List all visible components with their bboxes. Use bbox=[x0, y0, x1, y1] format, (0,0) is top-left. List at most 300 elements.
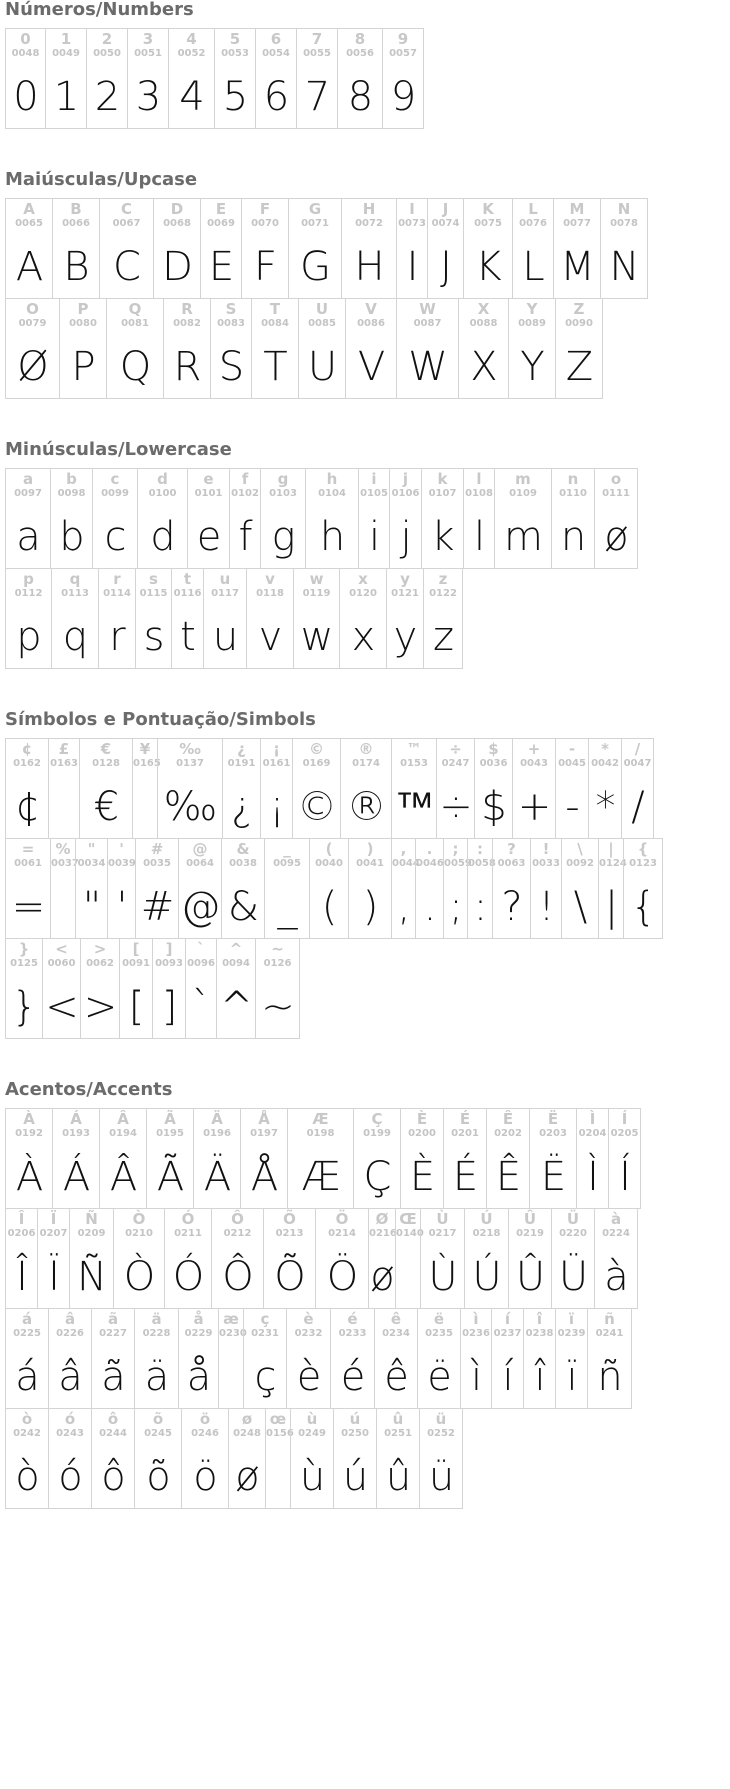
character-label: ï bbox=[568, 1310, 575, 1328]
character-label: ê bbox=[390, 1310, 402, 1328]
character-code: 0101 bbox=[194, 488, 223, 499]
character-code: 0234 bbox=[382, 1328, 410, 1339]
glyph-cell bbox=[474, 738, 513, 839]
glyph-cell bbox=[5, 1208, 38, 1309]
character-label: Ö bbox=[335, 1210, 349, 1228]
character-code: 0087 bbox=[413, 318, 442, 329]
character-code: 0196 bbox=[203, 1128, 231, 1139]
character-label: K bbox=[482, 200, 494, 218]
character-label: a bbox=[22, 470, 34, 488]
character-code: 0092 bbox=[566, 858, 594, 869]
glyph-sample: Ì bbox=[587, 1154, 598, 1200]
character-label: Ì bbox=[589, 1110, 596, 1128]
character-label: Ï bbox=[50, 1210, 57, 1228]
glyph-sample: { bbox=[630, 884, 656, 930]
glyph-sample: x bbox=[351, 614, 375, 660]
glyph-sample: Å bbox=[250, 1154, 278, 1200]
glyph-sample: F bbox=[253, 244, 276, 290]
glyph-cell bbox=[5, 1408, 49, 1509]
character-code: 0068 bbox=[163, 218, 191, 229]
glyph-cell bbox=[221, 838, 265, 939]
glyph-sample: ] bbox=[161, 984, 177, 1030]
character-code: 0128 bbox=[92, 758, 120, 769]
glyph-sample: D bbox=[162, 244, 192, 290]
glyph-cell bbox=[463, 468, 495, 569]
glyph-cell bbox=[341, 198, 397, 299]
character-label: ' bbox=[119, 840, 124, 858]
character-label: í bbox=[504, 1310, 511, 1328]
glyph-sample: ( bbox=[321, 884, 337, 930]
character-code: 0034 bbox=[77, 858, 106, 869]
glyph-sample: À bbox=[15, 1154, 43, 1200]
glyph-sample: ¢ bbox=[14, 784, 40, 830]
glyph-cell bbox=[382, 28, 424, 129]
glyph-cell bbox=[222, 738, 261, 839]
section bbox=[5, 1080, 730, 1508]
character-code: 0037 bbox=[51, 858, 79, 869]
glyph-sample: C bbox=[113, 244, 140, 290]
glyph-sample: © bbox=[297, 784, 336, 830]
glyph-sample: 4 bbox=[179, 74, 204, 120]
character-code: 0239 bbox=[557, 1328, 586, 1339]
character-code: 0074 bbox=[431, 218, 460, 229]
character-label: Ù bbox=[436, 1210, 449, 1228]
character-code: 0041 bbox=[356, 858, 384, 869]
glyph-sample: Ü bbox=[558, 1254, 588, 1300]
character-code: 0237 bbox=[493, 1328, 522, 1339]
glyph-sample: K bbox=[475, 244, 501, 290]
character-label: % bbox=[55, 840, 71, 858]
glyph-cell bbox=[621, 738, 654, 839]
character-code: 0115 bbox=[139, 588, 168, 599]
character-code: 0038 bbox=[229, 858, 257, 869]
glyph-sample: Æ bbox=[301, 1154, 340, 1200]
glyph-cell bbox=[421, 468, 464, 569]
character-label: } bbox=[18, 940, 30, 958]
glyph-sample: õ bbox=[146, 1454, 170, 1500]
character-label: N bbox=[617, 200, 631, 218]
character-code: 0059 bbox=[444, 858, 472, 869]
character-label: 3 bbox=[142, 30, 154, 48]
glyph-sample: ú bbox=[342, 1454, 368, 1500]
character-code: 0198 bbox=[306, 1128, 335, 1139]
glyph-sample: n bbox=[560, 514, 586, 560]
character-code: 0065 bbox=[15, 218, 43, 229]
character-code: 0228 bbox=[142, 1328, 171, 1339]
glyph-cell bbox=[92, 468, 138, 569]
glyph-cell bbox=[576, 1108, 609, 1209]
glyph-cell bbox=[368, 1208, 396, 1309]
glyph-grid bbox=[5, 198, 665, 398]
character-label: ) bbox=[366, 840, 374, 858]
character-code: 0193 bbox=[62, 1128, 90, 1139]
character-code: 0107 bbox=[428, 488, 457, 499]
character-code: 0205 bbox=[610, 1128, 639, 1139]
character-label: ÷ bbox=[449, 740, 462, 758]
character-code: 0069 bbox=[207, 218, 235, 229]
glyph-cell bbox=[530, 838, 562, 939]
glyph-sample: 0 bbox=[13, 74, 38, 120]
character-code: 0210 bbox=[125, 1228, 153, 1239]
character-label: ! bbox=[542, 840, 550, 858]
glyph-cell bbox=[251, 298, 299, 399]
glyph-cell bbox=[98, 568, 136, 669]
character-label: Í bbox=[621, 1110, 628, 1128]
character-label: v bbox=[265, 570, 275, 588]
glyph-cell bbox=[494, 468, 552, 569]
glyph-sample: Ó bbox=[172, 1254, 204, 1300]
character-label: @ bbox=[192, 840, 208, 858]
glyph-cell bbox=[260, 738, 293, 839]
character-code: 0118 bbox=[256, 588, 284, 599]
glyph-cell bbox=[467, 838, 496, 939]
character-code: 0113 bbox=[61, 588, 89, 599]
glyph-sample: l bbox=[473, 514, 485, 560]
character-label: ? bbox=[507, 840, 516, 858]
character-label: ã bbox=[107, 1310, 119, 1328]
glyph-sample: Y bbox=[520, 344, 544, 390]
character-code: 0083 bbox=[217, 318, 245, 329]
glyph-cell bbox=[587, 1308, 632, 1409]
character-code: 0076 bbox=[519, 218, 547, 229]
glyph-sample: ? bbox=[501, 884, 522, 930]
character-code: 0096 bbox=[187, 958, 215, 969]
glyph-cell bbox=[419, 1408, 463, 1509]
glyph-cell bbox=[415, 838, 444, 939]
character-code: 0235 bbox=[425, 1328, 453, 1339]
glyph-sample: ç bbox=[254, 1354, 276, 1400]
character-code: 0082 bbox=[173, 318, 201, 329]
character-code: 0199 bbox=[363, 1128, 391, 1139]
character-code: 0108 bbox=[465, 488, 493, 499]
glyph-sample: ö bbox=[193, 1454, 217, 1500]
glyph-sample: ã bbox=[101, 1354, 125, 1400]
glyph-sample: ï bbox=[566, 1354, 577, 1400]
character-label: O bbox=[26, 300, 39, 318]
glyph-cell bbox=[529, 1108, 577, 1209]
character-code: 0109 bbox=[509, 488, 537, 499]
glyph-sample: W bbox=[408, 344, 447, 390]
character-label: T bbox=[269, 300, 281, 318]
glyph-cell bbox=[50, 838, 79, 939]
character-label: r bbox=[113, 570, 121, 588]
glyph-sample: Q bbox=[119, 344, 151, 390]
glyph-cell bbox=[52, 1108, 100, 1209]
character-label: ; bbox=[452, 840, 459, 858]
glyph-cell bbox=[340, 738, 392, 839]
character-code: 0103 bbox=[269, 488, 297, 499]
glyph-cell bbox=[146, 1108, 194, 1209]
character-code: 0040 bbox=[315, 858, 343, 869]
glyph-sample: u bbox=[212, 614, 238, 660]
glyph-cell bbox=[193, 1108, 241, 1209]
character-label: + bbox=[527, 740, 541, 758]
glyph-sample: ` bbox=[191, 984, 211, 1030]
character-label: # bbox=[150, 840, 164, 858]
character-code: 0213 bbox=[275, 1228, 304, 1239]
glyph-cell bbox=[210, 298, 252, 399]
glyph-sample: € bbox=[93, 784, 119, 830]
character-label: æ bbox=[223, 1310, 239, 1328]
character-label: M bbox=[569, 200, 585, 218]
character-code: 0165 bbox=[133, 758, 161, 769]
glyph-cell bbox=[153, 198, 201, 299]
character-code: 0039 bbox=[108, 858, 136, 869]
character-label: ë bbox=[433, 1310, 445, 1328]
character-label: è bbox=[303, 1310, 314, 1328]
glyph-sample: . bbox=[423, 884, 436, 930]
character-code: 0088 bbox=[469, 318, 498, 329]
character-label: Æ bbox=[312, 1110, 329, 1128]
character-code: 0125 bbox=[10, 958, 38, 969]
glyph-cell bbox=[228, 1408, 266, 1509]
character-code: 0214 bbox=[328, 1228, 356, 1239]
glyph-sample: * bbox=[595, 784, 615, 830]
glyph-cell bbox=[290, 1408, 334, 1509]
glyph-cell bbox=[200, 198, 242, 299]
glyph-cell bbox=[45, 28, 87, 129]
glyph-cell bbox=[443, 1108, 487, 1209]
character-label: Z bbox=[573, 300, 585, 318]
glyph-cell bbox=[134, 1308, 179, 1409]
glyph-sample: I bbox=[406, 244, 418, 290]
glyph-sample: ä bbox=[144, 1354, 169, 1400]
glyph-sample: [ bbox=[128, 984, 144, 1030]
glyph-cell bbox=[75, 838, 108, 939]
glyph-sample: á bbox=[15, 1354, 39, 1400]
character-code: 0207 bbox=[39, 1228, 68, 1239]
character-label: Ç bbox=[371, 1110, 383, 1128]
glyph-cell bbox=[168, 28, 215, 129]
glyph-cell bbox=[333, 1408, 377, 1509]
glyph-sample: ¿ bbox=[231, 784, 252, 830]
character-label: ^ bbox=[229, 940, 243, 958]
character-code: 0035 bbox=[143, 858, 171, 869]
character-label: x bbox=[358, 570, 368, 588]
character-code: 0086 bbox=[357, 318, 385, 329]
character-label: ç bbox=[260, 1310, 270, 1328]
glyph-cell bbox=[80, 938, 120, 1039]
glyph-cell bbox=[353, 1108, 401, 1209]
glyph-cell bbox=[171, 568, 204, 669]
character-code: 0195 bbox=[156, 1128, 184, 1139]
glyph-sample: s bbox=[143, 614, 164, 660]
character-code: 0231 bbox=[251, 1328, 279, 1339]
glyph-sample: S bbox=[218, 344, 244, 390]
character-label: ì bbox=[473, 1310, 479, 1328]
glyph-sample: b bbox=[59, 514, 84, 560]
character-label: A bbox=[23, 200, 35, 218]
glyph-cell bbox=[623, 838, 663, 939]
glyph-sample: Á bbox=[62, 1154, 90, 1200]
character-label: Î bbox=[18, 1210, 25, 1228]
character-label: [ bbox=[132, 940, 140, 958]
character-label: 9 bbox=[397, 30, 409, 48]
character-code: 0140 bbox=[396, 1228, 424, 1239]
glyph-cell bbox=[255, 938, 300, 1039]
glyph-cell bbox=[187, 468, 230, 569]
character-code: 0061 bbox=[14, 858, 42, 869]
glyph-cell bbox=[395, 1208, 424, 1309]
character-label: o bbox=[610, 470, 622, 488]
character-code: 0080 bbox=[69, 318, 97, 329]
character-code: 0078 bbox=[610, 218, 638, 229]
glyph-sample: Í bbox=[619, 1154, 630, 1200]
character-label: € bbox=[100, 740, 112, 758]
glyph-cell bbox=[389, 468, 422, 569]
character-label: _ bbox=[283, 840, 291, 858]
glyph-sample: J bbox=[440, 244, 451, 290]
character-code: 0071 bbox=[301, 218, 329, 229]
glyph-sample: Ä bbox=[203, 1154, 231, 1200]
character-code: 0242 bbox=[13, 1428, 41, 1439]
sections-container bbox=[5, 0, 730, 1508]
character-code: 0156 bbox=[266, 1428, 294, 1439]
glyph-cell bbox=[152, 938, 186, 1039]
glyph-cell bbox=[113, 1208, 165, 1309]
character-code: 0224 bbox=[602, 1228, 630, 1239]
glyph-cell bbox=[255, 28, 297, 129]
glyph-sample: Ê bbox=[495, 1154, 521, 1200]
character-code: 0220 bbox=[559, 1228, 587, 1239]
glyph-cell bbox=[5, 738, 49, 839]
glyph-cell bbox=[594, 1208, 638, 1309]
character-code: 0048 bbox=[11, 48, 40, 59]
character-code: 0046 bbox=[416, 858, 444, 869]
character-label: - bbox=[568, 740, 576, 758]
character-code: 0056 bbox=[346, 48, 374, 59]
glyph-sample: G bbox=[300, 244, 330, 290]
glyph-cell bbox=[400, 1108, 444, 1209]
glyph-sample: î bbox=[534, 1354, 545, 1400]
character-code: 0236 bbox=[462, 1328, 490, 1339]
character-label: Ô bbox=[231, 1210, 244, 1228]
glyph-grid bbox=[5, 1108, 665, 1508]
character-label: õ bbox=[152, 1410, 164, 1428]
character-label: 1 bbox=[60, 30, 72, 48]
character-code: 0111 bbox=[602, 488, 630, 499]
character-code: 0064 bbox=[186, 858, 214, 869]
glyph-cell bbox=[52, 198, 100, 299]
character-code: 0243 bbox=[56, 1428, 84, 1439]
glyph-sample: à bbox=[604, 1254, 628, 1300]
glyph-cell bbox=[330, 1308, 375, 1409]
glyph-sample: h bbox=[319, 514, 345, 560]
character-code: 0085 bbox=[308, 318, 336, 329]
glyph-sample: 9 bbox=[390, 74, 416, 120]
glyph-cell bbox=[211, 1208, 264, 1309]
glyph-sample: Ë bbox=[540, 1154, 566, 1200]
glyph-sample: í bbox=[502, 1354, 513, 1400]
character-label: Œ bbox=[399, 1210, 417, 1228]
glyph-cell bbox=[132, 738, 161, 839]
glyph-sample: e bbox=[196, 514, 221, 560]
character-label: f bbox=[241, 470, 249, 488]
character-label: 6 bbox=[270, 30, 282, 48]
glyph-sample: 3 bbox=[135, 74, 161, 120]
character-label: Ê bbox=[502, 1110, 514, 1128]
glyph-sample: L bbox=[522, 244, 544, 290]
section-title: Números/Numbers bbox=[5, 0, 194, 20]
character-label: 0 bbox=[20, 30, 31, 48]
glyph-sample: ò bbox=[15, 1454, 39, 1500]
character-code: 0099 bbox=[101, 488, 129, 499]
glyph-cell bbox=[423, 568, 463, 669]
character-code: 0066 bbox=[62, 218, 90, 229]
glyph-sample: ñ bbox=[597, 1354, 622, 1400]
character-label: V bbox=[365, 300, 377, 318]
section bbox=[5, 440, 730, 668]
character-code: 0063 bbox=[497, 858, 526, 869]
character-code: 0047 bbox=[623, 758, 652, 769]
glyph-cell bbox=[492, 838, 531, 939]
glyph-cell bbox=[555, 738, 589, 839]
character-label: F bbox=[259, 200, 271, 218]
character-label: U bbox=[315, 300, 329, 318]
glyph-cell bbox=[218, 1308, 247, 1409]
glyph-sample: f bbox=[238, 514, 252, 560]
character-code: 0091 bbox=[122, 958, 150, 969]
glyph-cell bbox=[391, 738, 437, 839]
glyph-sample: q bbox=[62, 614, 88, 660]
character-label: Û bbox=[523, 1210, 537, 1228]
character-code: 0062 bbox=[86, 958, 114, 969]
character-code: 0211 bbox=[174, 1228, 202, 1239]
glyph-sample: è bbox=[296, 1354, 321, 1400]
glyph-cell bbox=[246, 568, 294, 669]
character-code: 0241 bbox=[595, 1328, 624, 1339]
character-code: 0073 bbox=[398, 218, 426, 229]
glyph-cell bbox=[436, 738, 475, 839]
character-code: 0252 bbox=[427, 1428, 455, 1439]
glyph-cell bbox=[339, 568, 387, 669]
glyph-cell bbox=[127, 28, 169, 129]
glyph-cell bbox=[345, 298, 397, 399]
glyph-cell bbox=[608, 1108, 641, 1209]
character-code: 0201 bbox=[451, 1128, 479, 1139]
character-label: Ø bbox=[375, 1210, 389, 1228]
glyph-cell bbox=[79, 738, 133, 839]
character-code: 0212 bbox=[223, 1228, 252, 1239]
glyph-sample: - bbox=[565, 784, 579, 830]
glyph-grid bbox=[5, 28, 665, 128]
glyph-cell bbox=[5, 568, 52, 669]
character-code: 0120 bbox=[349, 588, 377, 599]
glyph-sample: Ò bbox=[123, 1254, 155, 1300]
character-code: 0060 bbox=[47, 958, 76, 969]
character-label: É bbox=[459, 1110, 471, 1128]
glyph-cell bbox=[59, 298, 107, 399]
glyph-cell bbox=[458, 298, 509, 399]
glyph-sample: + bbox=[517, 784, 551, 830]
character-code: 0050 bbox=[93, 48, 121, 59]
character-label: £ bbox=[58, 740, 70, 758]
character-label: ä bbox=[151, 1310, 162, 1328]
character-code: 0079 bbox=[18, 318, 47, 329]
glyph-sample: & bbox=[227, 884, 259, 930]
character-code: 0072 bbox=[355, 218, 383, 229]
glyph-sample: A bbox=[15, 244, 43, 290]
glyph-sample: B bbox=[63, 244, 89, 290]
character-code: 0043 bbox=[520, 758, 548, 769]
character-label: " bbox=[87, 840, 96, 858]
character-code: 0100 bbox=[148, 488, 177, 499]
character-label: u bbox=[219, 570, 231, 588]
character-code: 0232 bbox=[294, 1328, 323, 1339]
character-label: = bbox=[21, 840, 35, 858]
glyph-sample: > bbox=[83, 984, 117, 1030]
glyph-sample: v bbox=[258, 614, 282, 660]
